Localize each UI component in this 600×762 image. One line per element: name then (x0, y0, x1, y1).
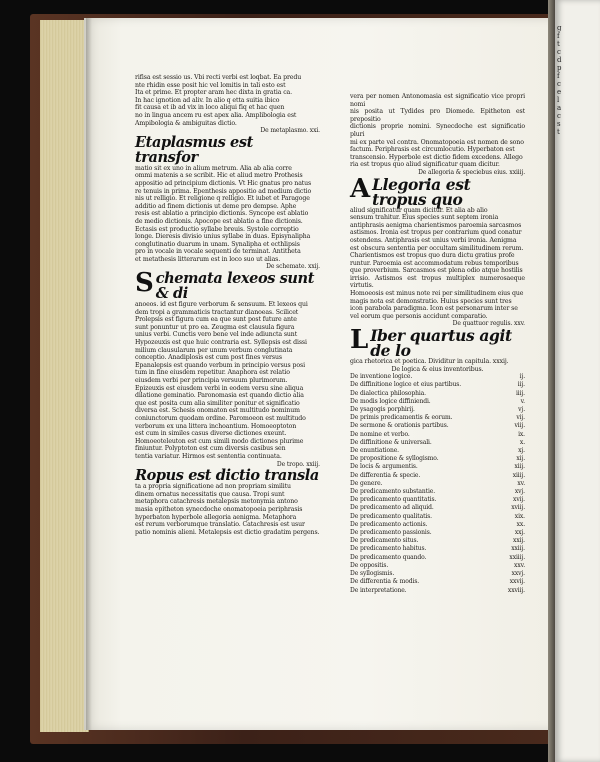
section-body (135, 301, 320, 460)
inner-margin-shadow (86, 18, 92, 730)
toc-number: xij. (516, 455, 525, 463)
toc-number: iij. (517, 381, 525, 389)
toc-entry (350, 447, 525, 455)
section-opening (135, 268, 320, 303)
text-line: Hypozeuxis est que huic contraria est. Syllepsis est dissi (135, 339, 307, 347)
toc-label: De oppositis. (350, 561, 389, 569)
toc-label: De nomine et verbo. (350, 430, 410, 438)
section-heading: Etaplasmus est transfor (135, 133, 253, 166)
right-column (350, 93, 525, 595)
text-line: magis nota est demonstratio. Huius species sunt tres (350, 297, 512, 305)
toc-label: De predicamento actionis. (350, 520, 428, 528)
text-line: tentia variatur. Hirmos est sententia continuata. (135, 452, 282, 460)
text-line: transcensio. Hyperbole est dictio fidem excedens. Allego (350, 153, 523, 161)
section-body (350, 207, 525, 321)
drop-cap: A (350, 173, 371, 204)
toc-label: De primis predicamentis & eorum. (350, 414, 453, 422)
text-line: gica rhetorica et poetica. Dividitur in capitula. xxxij. (350, 358, 509, 366)
toc-label: De diffinitione & universali. (350, 438, 432, 446)
toc-entry (350, 537, 525, 545)
chapter-number: De quattuor regulis. xxv. (452, 320, 525, 328)
toc-number: xiiij. (512, 471, 525, 479)
text-line: icon parabola paradigma. Icon est personarum inter se (350, 305, 518, 313)
text-line: sensum trahitur. Eius species sunt septem ironia (350, 214, 499, 222)
toc-label: De predicamento quando. (350, 553, 427, 561)
text-line: additio ad finem dictionis ut deme pro dempse. Aphe (135, 202, 297, 210)
section-opening (350, 173, 525, 209)
toc-number: xxiiij. (509, 553, 525, 561)
toc-entry (350, 587, 525, 595)
section-heading: Llegoria est tropus quo (372, 174, 471, 209)
facing-text-line: c (557, 112, 561, 120)
toc-number: xv. (517, 479, 525, 487)
toc-number: xvj. (514, 488, 525, 496)
chapter-number: De tropo. xxiij. (276, 460, 320, 468)
toc-label: De syllogismis. (350, 570, 395, 578)
facing-text-line: l (557, 96, 560, 104)
toc-title: De logica & eius inventoribus. (391, 365, 484, 373)
left-column (135, 74, 320, 536)
facing-text-line: e (557, 88, 562, 96)
text-line: fit causa et ib ad vix in loco aliqui fiq et hac quen (135, 104, 285, 112)
toc-number: vij. (516, 414, 525, 422)
toc-label: De differentia & modis. (350, 578, 420, 586)
toc-label: De predicamento qualitatis. (350, 512, 432, 520)
toc-number: xxvij. (509, 578, 525, 586)
text-line: dem tropi a grammaticis tractantur dianoeas. Scilicet (135, 308, 299, 316)
toc-entry (350, 513, 525, 521)
text-line: conceptio. Anadiplosis est cum post fines versus (135, 354, 282, 362)
text-line: que proverbium. Sarcasmos est plena odio atque hostilis (350, 267, 523, 275)
text-line: irrisio. Astismos est tropus multiplex numerosaeque virtutis. (350, 274, 525, 290)
toc-number: xxij. (513, 537, 525, 545)
toc-entry (350, 472, 525, 480)
text-line: dictionis proprie nomini. Synecdoche est significatio pluri (350, 123, 525, 138)
chapter-number: De metaplasmo. xxi. (260, 127, 320, 135)
toc-entry (350, 570, 525, 578)
text-line: et metathesis litterarum est in loco suo ut alias. (135, 255, 281, 263)
section-heading: Iber quartus agit de lo (370, 326, 512, 361)
text-line: Epizeuxis est eiusdem verbi in eodem versu sine aliqua (135, 384, 304, 392)
toc-entry (350, 381, 525, 389)
toc-number: xviij. (511, 504, 525, 512)
text-line: tum in fine eiusdem repetitur. Anaphora est relatio (135, 369, 290, 377)
facing-text-line: c (557, 48, 561, 56)
toc-label: De sermone & orationis partibus. (350, 422, 449, 430)
toc-label: De genere. (350, 479, 383, 487)
text-line: longe. Dieresis divisio unius syllabe in duas. Episynalipha (135, 233, 311, 241)
text-line: diversa est. Schesis onomaton est multitudo nominum (135, 407, 300, 415)
toc-entry (350, 431, 525, 439)
text-line: nis ut relligio. Et religione q relligio. Et iubet et Paragoge (135, 195, 310, 203)
text-line: sunt ponuntur ut pro ea. Zeugma est clausula figura (135, 323, 295, 331)
text-line: appositio ad principium dictionis. Vt Hic gnatus pro natus (135, 179, 312, 187)
chapter-number: De schemate. xxij. (266, 263, 320, 271)
toc-entry (350, 414, 525, 422)
text-line: conglutinatio duarum in unam. Synalipha et ecthlipsis (135, 240, 300, 248)
toc-label: De inventione logice. (350, 373, 413, 381)
toc-number: vj. (518, 406, 525, 414)
facing-text-line: d (557, 56, 562, 64)
section-opening (350, 325, 525, 361)
text-line: In hac ignotion ad aliv. In alio q etta suitia ibico (135, 96, 280, 104)
text-line: hyperbaton hyperbole allegoria aenigma. Metaphora (135, 513, 297, 521)
page-edges (40, 20, 89, 732)
toc-entry (350, 480, 525, 488)
toc-number: xvij. (513, 496, 525, 504)
text-line: vel eorum que personis accidunt comparatio. (350, 312, 488, 320)
toc-number: xxviij. (507, 586, 525, 594)
section-heading: Ropus est dictio transla (135, 467, 319, 485)
toc-label: De predicamento substantie. (350, 488, 436, 496)
text-line: nis posita ut Tydides pro Diomede. Epitheton est prepositio (350, 108, 525, 123)
text-line: Ampibologia & ambiguitas dictio. (135, 119, 237, 127)
toc-entry (350, 554, 525, 562)
text-line: metaphora catachresis metalepsis metonymia antono (135, 498, 298, 506)
toc-label: De predicamento quantitatis. (350, 496, 437, 504)
toc-entry (350, 521, 525, 529)
text-line: Ita et prime. Et propter aram hec dixta in gratia ca. (135, 89, 293, 97)
toc-number: xxj. (514, 529, 525, 537)
toc-number: xxiij. (511, 545, 525, 553)
text-line: antiphrasis aenigma charientismos paroemia sarcasmos (350, 221, 522, 229)
text-line: pro in vocale in vocale sequenti de terminat. Antitheta (135, 248, 301, 256)
facing-text-line: t (557, 40, 560, 48)
text-line: astismos. Ironia est tropus per contrarium quod conatur (350, 229, 522, 237)
text-line: ria est tropus quo aliud significatur quam dicitur. (350, 161, 500, 169)
facing-text-line: f (557, 72, 560, 80)
text-line: ta a propria significatione ad non propriam similitu (135, 483, 291, 491)
text-line: Ectasis est productio syllabe breuis. Systole correptio (135, 225, 299, 233)
right-intro (350, 93, 525, 169)
section-body (135, 483, 320, 536)
text-line: Epanalepsis est quando verbum in principio versus posi (135, 361, 305, 369)
text-line: de medio dictionis. Apocope est ablatio a fine dictionis. (135, 217, 303, 225)
text-line: finiuntur. Polyptoton est cum diversis casibus sen (135, 445, 286, 453)
toc-entry (350, 439, 525, 447)
text-line: dinem ornatus necessitatis que causa. Tropi sunt (135, 490, 285, 498)
toc-entry (350, 578, 525, 586)
text-line: masia epitheton synecdoche onomatopoeia periphrasis (135, 505, 303, 513)
text-line: Homoeosis est minus note rei per similitudinem eius que (350, 290, 524, 298)
toc-number: xix. (514, 512, 525, 520)
text-line: milium clausularum per unum verbum conglutinata (135, 346, 293, 354)
toc-number: ix. (518, 430, 525, 438)
text-line: nte rhidin esse posit hic vel lomitis in tali esto est (135, 81, 286, 89)
text-line: verborum ex una littera inchoantium. Homoeoptoton (135, 422, 297, 430)
text-line: patio nominis alieni. Metalepsis est dictio gradatim pergens. (135, 528, 320, 536)
text-line: Homoeoteleuton est cum simili modo dictiones plurime (135, 437, 304, 445)
text-line: ommi matenis a se scribit. Hic et aliud metro Prothesis (135, 172, 303, 180)
toc-label: De propositione & syllogismo. (350, 455, 439, 463)
text-line: re tenuis in prima. Epenthesis appositio ad medium dictio (135, 187, 312, 195)
toc-number: v. (520, 397, 525, 405)
text-line: runtur. Paroemia est accommodatum rebus temporibus (350, 259, 519, 267)
section-body (135, 165, 320, 264)
toc-label: De predicamento situs. (350, 537, 419, 545)
text-line: est rerum verborumque translatio. Catachresis est usur (135, 521, 305, 529)
toc-entry (350, 463, 525, 471)
facing-page-text (557, 24, 597, 136)
toc-entry (350, 488, 525, 496)
toc-label: De differentia & specie. (350, 471, 421, 479)
toc-number: x. (519, 438, 525, 446)
toc-label: De predicamento passionis. (350, 529, 432, 537)
text-line: Charientismos est tropus quo dura dictu gratius profe (350, 252, 515, 260)
facing-text-line: p (557, 64, 562, 72)
text-line: eiusdem verbi per principia versuum plurimorum. (135, 377, 288, 384)
text-line: factum. Periphrasis est circumlocutio. Hyperbaton est (350, 146, 515, 154)
toc-label: De predicamento habitus. (350, 545, 427, 553)
toc-label: De enuntiatione. (350, 447, 399, 455)
facing-text-line: f (557, 32, 560, 40)
text-line: que est posita cum alia similiter ponitur et significatio (135, 399, 300, 407)
facing-text-line: c (557, 80, 561, 88)
toc-number: xiij. (514, 463, 525, 471)
section-heading: chemata lexeos sunt & di (155, 270, 314, 303)
toc-number: xxvj. (511, 570, 525, 578)
toc-entry (350, 398, 525, 406)
text-line: anoeos. id est figure verborum & sensuum. Et lexeos qui (135, 301, 308, 309)
toc-label: De dialectica philosophia. (350, 389, 426, 397)
toc-entry (350, 373, 525, 381)
chapter-number: De allegoria & speciebus eius. xxiiij. (418, 168, 525, 176)
text-line: resis est ablatio a principio dictionis. Syncope est ablatio (135, 210, 309, 218)
drop-cap: S (135, 268, 154, 299)
text-line: est cum in similes casus diverse dictiones exeunt. (135, 430, 287, 438)
toc-label: De diffinitione logice et eius partibus. (350, 381, 462, 389)
toc-number: viij. (514, 422, 525, 430)
text-line: ostendens. Antiphrasis est unius verbi ironia. Aenigma (350, 236, 517, 244)
toc-label: De interpretatione. (350, 586, 407, 594)
toc-number: iiij. (515, 389, 525, 397)
text-line: est obscura sententia per occultam similitudinem rerum. (350, 244, 524, 252)
toc-entry (350, 504, 525, 512)
facing-text-line: g (557, 24, 562, 32)
facing-text-line: a (557, 104, 562, 112)
text-line: no in lingua ancem ru est apex alia. Amplibologia est (135, 111, 297, 119)
toc-label: De modis logice diffiniendi. (350, 397, 431, 405)
toc-entry (350, 562, 525, 570)
toc-label: De ysagogis porphirij. (350, 406, 415, 414)
text-line: aliud significatur quam dicitur. Et alia ab alio (350, 206, 488, 214)
toc-entry (350, 496, 525, 504)
text-line: coniunctorum quodam ordine. Paromoeon est multitudo (135, 414, 306, 422)
toc-number: ij. (519, 373, 525, 381)
facing-text-line: t (557, 128, 560, 136)
text-line: unius verbi. Cunctis vero bene vel inde adiuncta sunt (135, 331, 298, 339)
text-line: vera per nomen Antonomasia est significatio vice propri nomi (350, 93, 525, 108)
toc-number: xj. (518, 447, 525, 455)
left-intro (135, 74, 320, 127)
toc-entry (350, 406, 525, 414)
text-line: dilatione geminatio. Paronomasia est quando dictio alia (135, 392, 304, 400)
toc-entry (350, 529, 525, 537)
text-line: rifisa est sessio us. Vbi recti verbi est loqbat. Ea predu (135, 74, 302, 81)
toc-entry (350, 545, 525, 553)
text-line: Prolepsis est figura cum ea que sunt post future ante (135, 316, 297, 324)
facing-text-line: s (557, 120, 561, 128)
facing-page (555, 0, 600, 762)
section-body (350, 358, 525, 366)
text-line: mi ex parte vel contra. Onomatopoeia est nomen de sono (350, 138, 524, 146)
toc-entry (350, 455, 525, 463)
toc-number: xxv. (514, 561, 525, 569)
toc-entry (350, 390, 525, 398)
table-of-contents (350, 373, 525, 594)
toc-label: De locis & argumentis. (350, 463, 418, 471)
drop-cap: L (350, 325, 369, 356)
toc-label: De predicamento ad aliquid. (350, 504, 434, 512)
toc-number: xx. (516, 520, 525, 528)
toc-entry (350, 422, 525, 430)
text-line: matio sit ex uno in alium metrum. Alia ab alia corre (135, 164, 292, 172)
